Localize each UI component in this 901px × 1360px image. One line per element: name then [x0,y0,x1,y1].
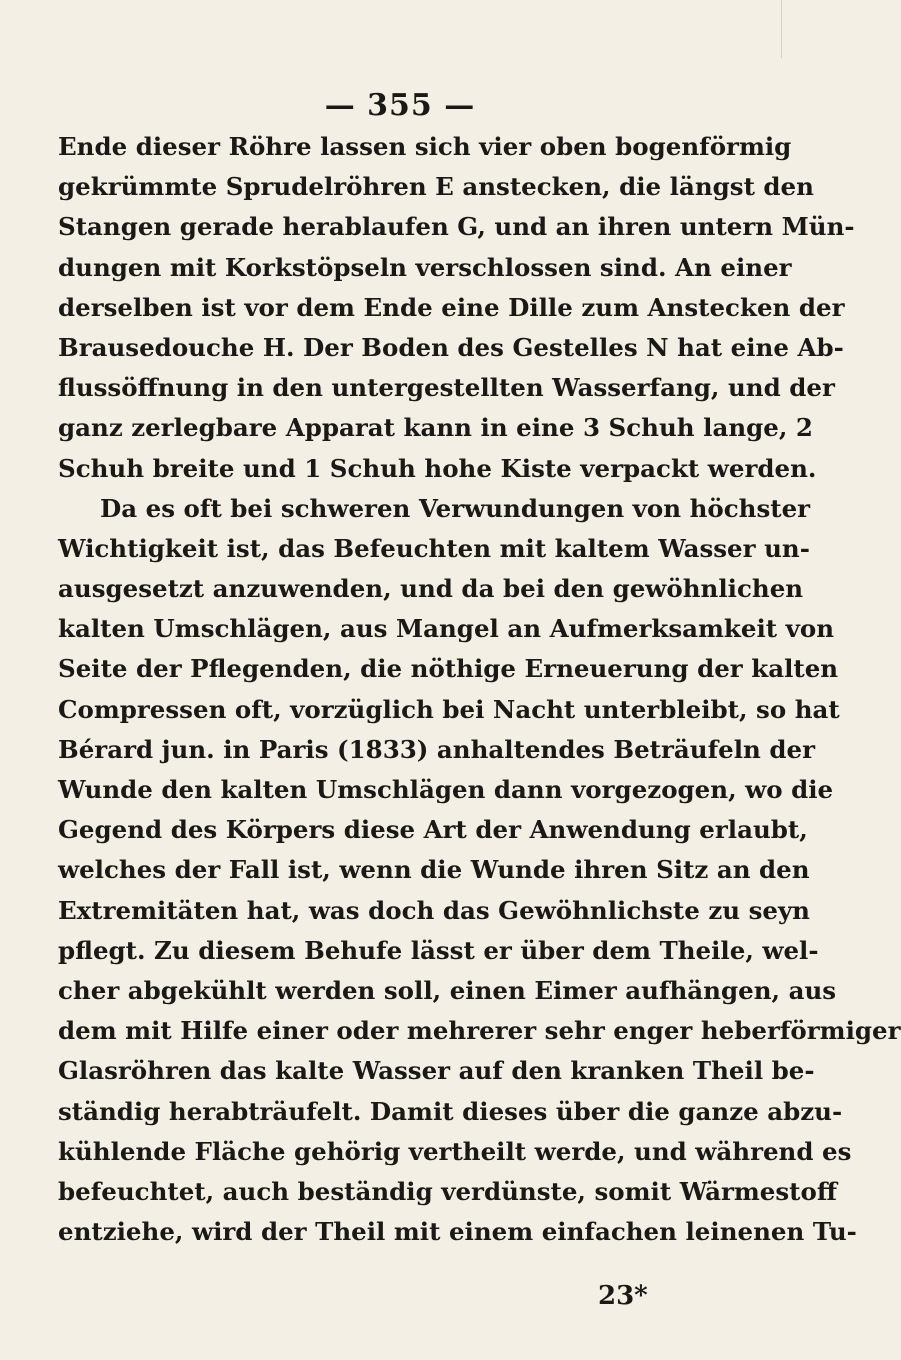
page-edge-mark [781,0,800,58]
text-line: kühlende Fläche gehörig vertheilt werde, und während es [58,1136,852,1166]
text-line: Stangen gerade herablaufen G, und an ihren untern Mün- [58,212,855,242]
text-line: welches der Fall ist, wenn die Wunde ihren Sitz an den [58,855,810,885]
text-line: Compressen oft, vorzüglich bei Nacht unterbleibt, so hat [58,694,840,724]
text-line: dem mit Hilfe einer oder mehrerer sehr enger heberförmiger [58,1016,901,1046]
text-line: Gegend des Körpers diese Art der Anwendung erlaubt, [58,815,808,845]
paragraph-start-line: Da es oft bei schweren Verwundungen von höchster [100,493,811,523]
body-text [58,127,901,1252]
text-line: entziehe, wird der Theil mit einem einfachen leinenen Tu- [58,1217,857,1247]
page-number: — 355 — [324,88,476,123]
text-line: Wunde den kalten Umschlägen dann vorgezogen, wo die [58,775,834,804]
text-line: Ende dieser Röhre lassen sich vier oben bogenförmig [58,132,792,161]
text-line: Seite der Pflegenden, die nöthige Erneuerung der kalten [58,654,839,684]
text-line: ständig herabträufelt. Damit dieses über die ganze abzu- [58,1096,843,1126]
text-line: Extremitäten hat, was doch das Gewöhnlichste zu seyn [58,895,810,925]
text-line: ganz zerlegbare Apparat kann in eine 3 Schuh lange, 2 [58,413,813,443]
printer-signature: 23* [598,1281,648,1311]
text-line: pflegt. Zu diesem Behufe lässt er über dem Theile, wel- [58,935,819,965]
text-line: ausgesetzt anzuwenden, und da bei den gewöhnlichen [58,574,804,604]
text-line: Brausedouche H. Der Boden des Gestelles N hat eine Ab- [58,332,844,362]
text-line: cher abgekühlt werden soll, einen Eimer aufhängen, aus [58,975,837,1005]
text-line: flussöffnung in den untergestellten Wasserfang, und der [58,373,835,403]
text-line: Glasröhren das kalte Wasser auf den kranken Theil be- [58,1056,815,1086]
text-line: befeuchtet, auch beständig verdünste, somit Wärmestoff [58,1176,837,1206]
text-line: Wichtigkeit ist, das Befeuchten mit kaltem Wasser un- [58,533,810,563]
text-line: derselben ist vor dem Ende eine Dille zum Anstecken der [58,292,845,322]
text-line: Bérard jun. in Paris (1833) anhaltendes Beträufeln der [58,734,815,764]
text-line: dungen mit Korkstöpseln verschlossen sind. An einer [58,252,792,282]
text-line: kalten Umschlägen, aus Mangel an Aufmerksamkeit von [58,614,835,644]
text-line: Schuh breite und 1 Schuh hohe Kiste verpackt werden. [58,453,817,483]
text-line: gekrümmte Sprudelröhren E anstecken, die längst den [58,172,814,202]
